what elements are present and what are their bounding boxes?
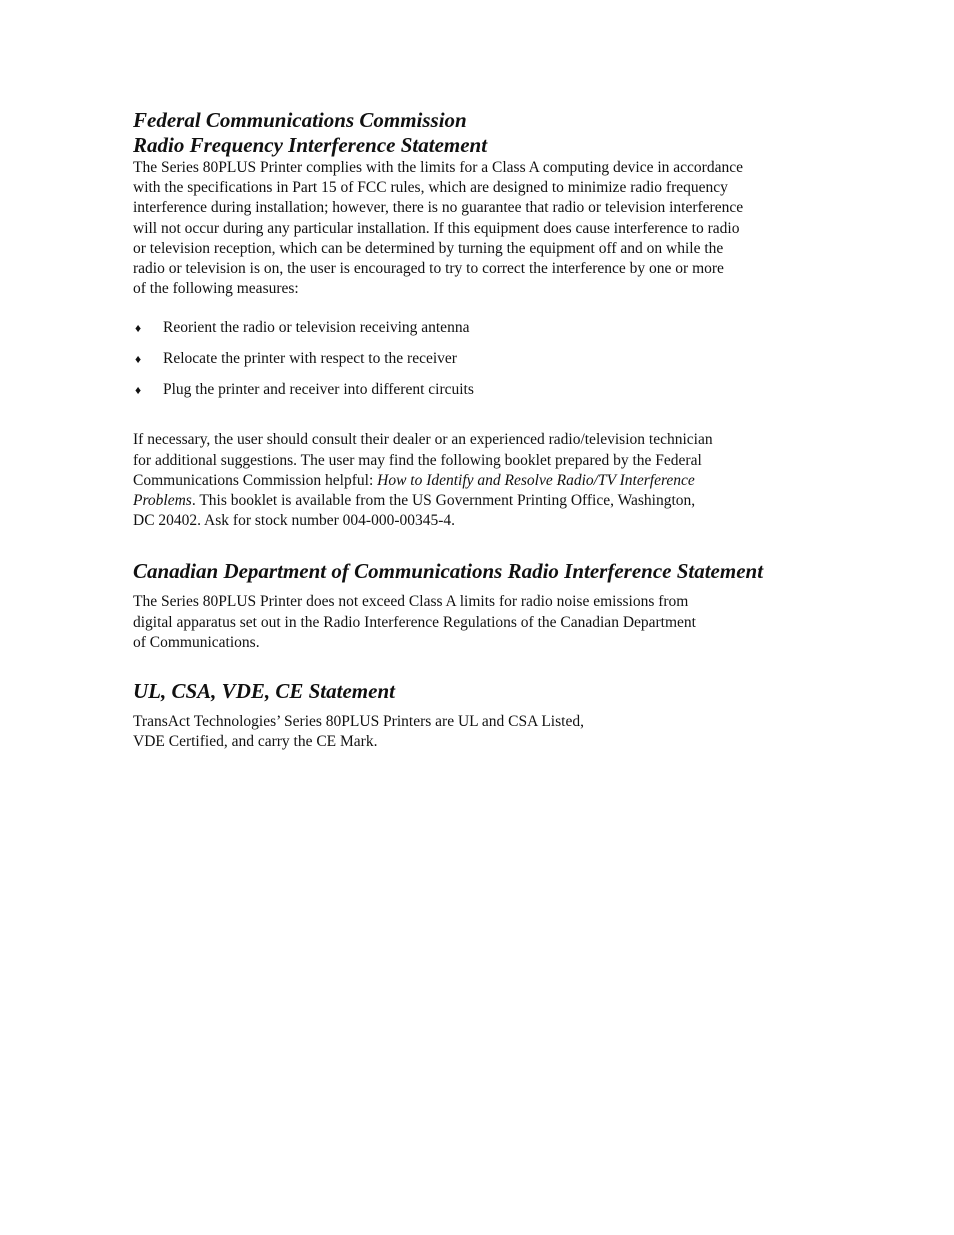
advice-line: for additional suggestions. The user may find the following booklet prepared by the Federal: [133, 451, 702, 469]
advice-line: If necessary, the user should consult their dealer or an experienced radio/television technician: [133, 431, 713, 449]
list-item-text: Reorient the radio or television receiving antenna: [163, 319, 470, 337]
advice-text: . This booklet is available from the US Government Printing Office, Washington,: [191, 492, 696, 510]
ul-line: VDE Certified, and carry the CE Mark.: [133, 733, 378, 751]
fcc-line: or television reception, which can be determined by turning the equipment off and on while the: [133, 239, 724, 257]
booklet-title: How to Identify and Resolve Radio/TV Interference: [377, 471, 695, 489]
fcc-paragraph: [133, 158, 833, 299]
list-item: [133, 380, 833, 411]
fcc-heading: [133, 108, 833, 158]
cdc-line: of Communications.: [133, 633, 260, 651]
list-item-text: Plug the printer and receiver into different circuits: [163, 381, 474, 399]
booklet-title-end: Problems: [133, 492, 192, 510]
diamond-bullet-icon: ♦: [135, 352, 142, 367]
advice-text: Communications Commission helpful:: [133, 471, 378, 489]
advice-line: [133, 471, 833, 491]
fcc-line: will not occur during any particular installation. If this equipment does cause interference to radio: [133, 219, 740, 237]
fcc-line: The Series 80PLUS Printer complies with the limits for a Class A computing device in accordance: [133, 159, 743, 176]
cdc-line: The Series 80PLUS Printer does not exceed Class A limits for radio noise emissions from: [133, 593, 689, 611]
advice-line: DC 20402. Ask for stock number 004-000-00345-4.: [133, 512, 456, 530]
list-item: [133, 318, 833, 349]
fcc-line: with the specifications in Part 15 of FCC rules, which are designed to minimize radio frequency: [133, 179, 728, 197]
diamond-bullet-icon: ♦: [135, 321, 142, 336]
document-page: [133, 108, 833, 752]
fcc-line: radio or television is on, the user is encouraged to try to correct the interference by one or more: [133, 260, 724, 278]
measures-list: [133, 318, 833, 411]
ul-paragraph: [133, 712, 833, 752]
ul-line: TransAct Technologies’ Series 80PLUS Printers are UL and CSA Listed,: [133, 713, 584, 731]
diamond-bullet-icon: ♦: [135, 383, 142, 398]
fcc-heading-line-2: Radio Frequency Interference Statement: [133, 133, 488, 157]
fcc-heading-line-1: Federal Communications Commission: [133, 108, 467, 132]
list-item-text: Relocate the printer with respect to the receiver: [163, 350, 457, 368]
fcc-line: of the following measures:: [133, 280, 299, 298]
cdc-heading: Canadian Department of Communications Radio Interference Statement: [133, 559, 764, 584]
list-item: [133, 349, 833, 380]
cdc-paragraph: [133, 592, 833, 653]
fcc-line: interference during installation; however, there is no guarantee that radio or television interference: [133, 199, 744, 217]
advice-paragraph: [133, 430, 833, 531]
ul-heading: UL, CSA, VDE, CE Statement: [133, 679, 395, 704]
advice-line: [133, 491, 833, 511]
cdc-line: digital apparatus set out in the Radio Interference Regulations of the Canadian Department: [133, 613, 696, 631]
